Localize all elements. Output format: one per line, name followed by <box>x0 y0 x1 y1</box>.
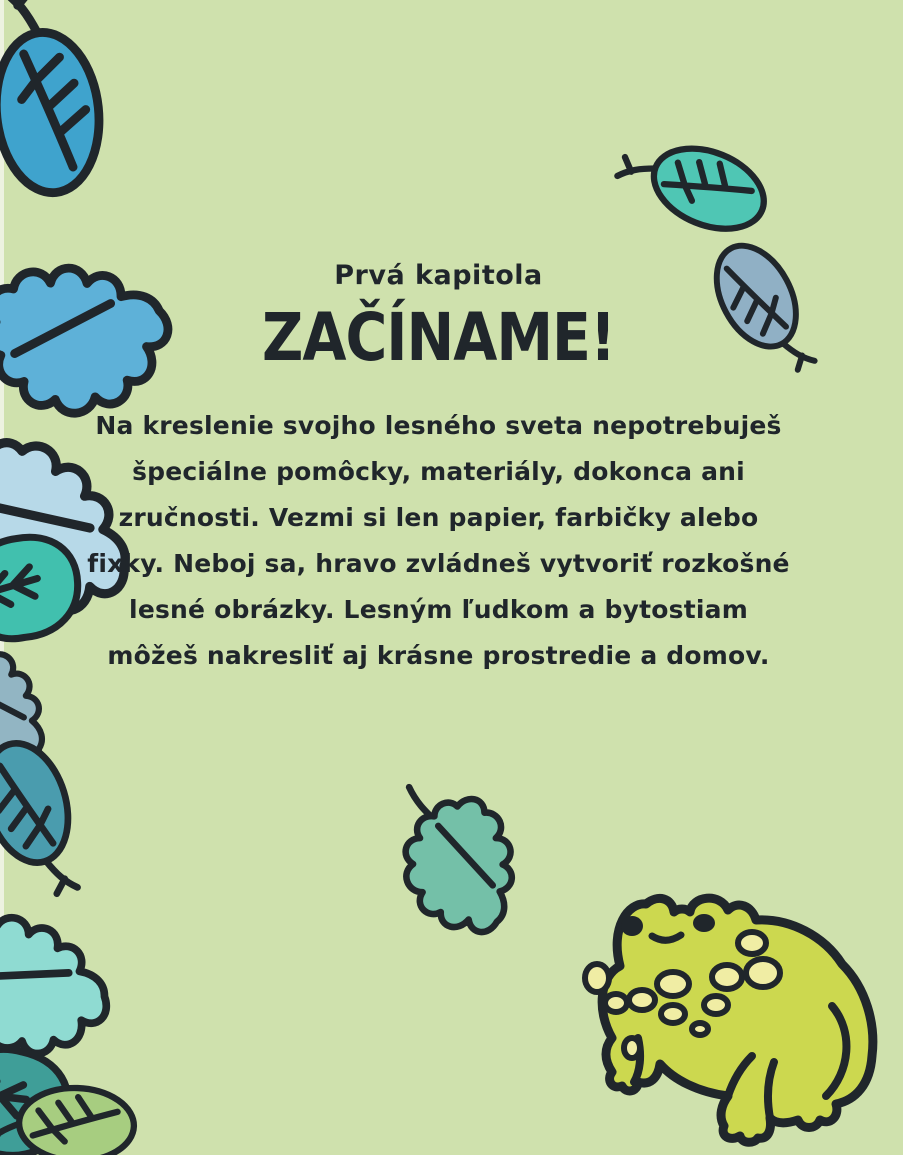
chapter-kicker: Prvá kapitola <box>334 260 543 291</box>
paragraph-line: zručnosti. Vezmi si len papier, farbičky alebo <box>118 503 759 532</box>
leaf-oval-blue-icon <box>0 0 128 226</box>
paragraph-line: lesné obrázky. Lesným ľudkom a bytostiam <box>129 595 748 624</box>
chapter-heading-block <box>0 260 877 679</box>
page-title: ZAČÍNAME! <box>262 299 615 377</box>
frog-illustration <box>580 888 890 1143</box>
leaf-oak-seagreen-icon <box>348 742 565 969</box>
paragraph-line: fixky. Neboj sa, hravo zvládneš vytvoriť rozkošné <box>87 549 790 578</box>
paragraph-line: Na kreslenie svojho lesného sveta nepotrebuješ <box>95 411 782 440</box>
paragraph-line: špeciálne pomôcky, materiály, dokonca ani <box>132 457 745 486</box>
paragraph-line: môžeš nakresliť aj krásne prostredie a domov. <box>107 641 770 670</box>
chapter-paragraph <box>0 403 877 679</box>
leaf-oval-green-icon <box>0 1072 159 1155</box>
